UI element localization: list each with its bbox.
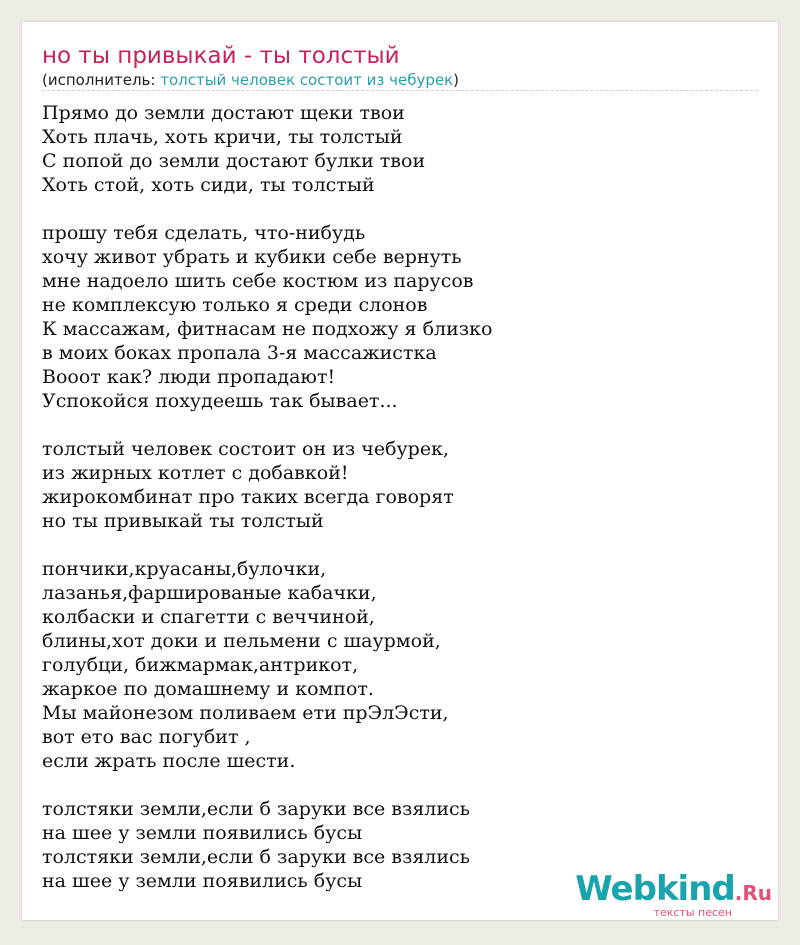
stanza-break [42, 413, 492, 437]
lyric-line: Успокойся похудеешь так бывает... [42, 390, 398, 412]
stanza-break [42, 533, 492, 557]
lyric-line: на шее у земли появились бусы [42, 870, 363, 892]
lyric-line: хочу живот убрать и кубики себе вернуть [42, 246, 462, 268]
lyric-line: К массажам, фитнасам не подхожу я близко [42, 318, 493, 340]
lyric-line: не комплексую только я среди слонов [42, 294, 428, 316]
lyric-line: С попой до земли достают булки твои [42, 150, 426, 172]
artist-suffix: ) [453, 71, 460, 89]
lyric-line: пончики,круасаны,булочки, [42, 558, 327, 580]
lyric-line: лазанья,фаршированые кабачки, [42, 582, 377, 604]
lyrics-card [22, 22, 778, 920]
lyric-line: толстый человек состоит он из чебурек, [42, 438, 450, 460]
stanza-break [42, 773, 492, 797]
lyric-line: толстяки земли,если б заруки все взялись [42, 846, 471, 868]
lyric-line: Мы майонезом поливаем ети прЭлЭсти, [42, 702, 449, 724]
title-divider [42, 90, 758, 91]
lyric-line: жирокомбинат про таких всегда говорят [42, 486, 454, 508]
lyric-line: толстяки земли,если б заруки все взялись [42, 798, 471, 820]
lyric-line: Прямо до земли достают щеки твои [42, 102, 405, 124]
lyric-line: из жирных котлет с добавкой! [42, 462, 349, 484]
webkind-logo[interactable] [575, 871, 772, 918]
lyric-line: жаркое по домашнему и компот. [42, 678, 374, 700]
lyric-line: прошу тебя сделать, что-нибудь [42, 222, 366, 244]
lyric-line: в моих боках пропала 3-я массажистка [42, 342, 437, 364]
logo-suffix: .Ru [734, 881, 772, 905]
lyric-line: Вооот как? люди пропадают! [42, 366, 336, 388]
artist-link[interactable]: толстый человек состоит из чебурек [160, 71, 454, 89]
lyric-line: колбаски и спагетти с веччиной, [42, 606, 375, 628]
artist-prefix: (исполнитель: [42, 71, 161, 89]
logo-wordmark [575, 871, 772, 911]
stanza-break [42, 197, 492, 221]
lyrics-text [42, 101, 492, 893]
lyric-line: Хоть стой, хоть сиди, ты толстый [42, 174, 375, 196]
lyric-line: Хоть плачь, хоть кричи, ты толстый [42, 126, 403, 148]
lyric-line: вот ето вас погубит , [42, 726, 251, 748]
logo-main-text: Webkind [575, 869, 735, 909]
logo-tagline: тексты песен [653, 906, 732, 919]
lyric-line: на шее у земли появились бусы [42, 822, 363, 844]
lyric-line: если жрать после шести. [42, 750, 296, 772]
lyric-line: блины,хот доки и пельмени с шаурмой, [42, 630, 441, 652]
lyric-line: голубци, бижмармак,антрикот, [42, 654, 359, 676]
song-title: но ты привыкай - ты толстый [42, 43, 400, 69]
artist-line [42, 71, 459, 89]
lyric-line: но ты привыкай ты толстый [42, 510, 324, 532]
lyric-line: мне надоело шить себе костюм из парусов [42, 270, 474, 292]
